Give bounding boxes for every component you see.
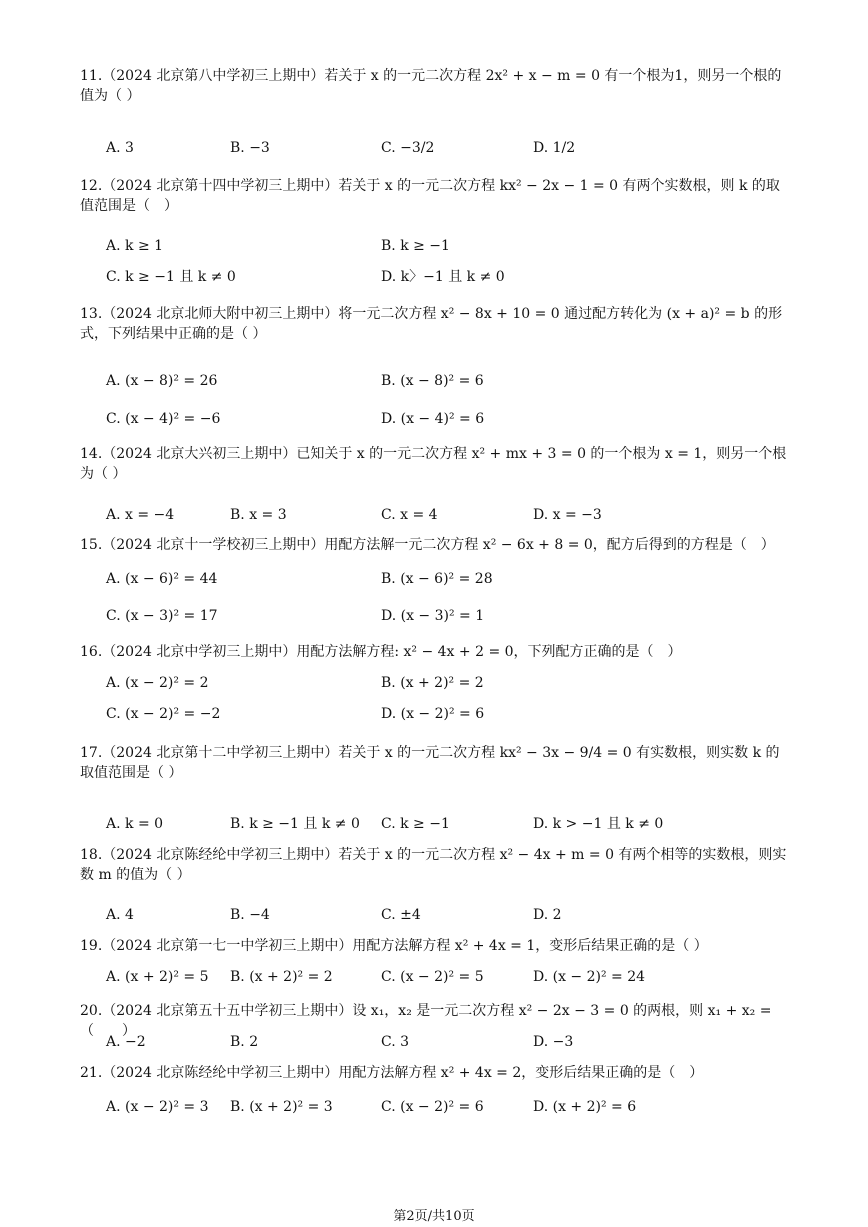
question-19 — [80, 936, 792, 956]
option-d: D. k > −1 且 k ≠ 0 — [533, 816, 664, 832]
option-d: D. 1/2 — [533, 140, 576, 156]
option-c: C. (x − 4)² = −6 — [106, 411, 221, 427]
option-c: C. k ≥ −1 且 k ≠ 0 — [106, 269, 236, 285]
option-d: D. −3 — [533, 1034, 574, 1050]
question-13 — [80, 304, 792, 344]
option-c: C. 3 — [381, 1034, 410, 1050]
question-21 — [80, 1063, 792, 1083]
question-stem: 19.（2024 北京第一七一中学初三上期中）用配方法解方程 x² + 4x = 1，变形后结果正确的是（ ） — [80, 938, 708, 954]
question-stem: 17.（2024 北京第十二中学初三上期中）若关于 x 的一元二次方程 kx² − 3x − 9/4 = 0 有实数根，则实数 k 的取值范围是（ ） — [80, 745, 780, 781]
question-14 — [80, 444, 792, 484]
option-d: D. (x + 2)² = 6 — [533, 1099, 637, 1115]
option-a: A. (x + 2)² = 5 — [106, 969, 209, 985]
option-d: D. 2 — [533, 907, 562, 923]
option-c: C. (x − 2)² = 6 — [381, 1099, 484, 1115]
option-a: A. (x − 6)² = 44 — [106, 571, 218, 587]
question-stem: 11.（2024 北京第八中学初三上期中）若关于 x 的一元二次方程 2x² + x − m = 0 有一个根为1，则另一个根的值为（ ） — [80, 68, 782, 104]
question-stem: 18.（2024 北京陈经纶中学初三上期中）若关于 x 的一元二次方程 x² − 4x + m = 0 有两个相等的实数根，则实数 m 的值为（ ） — [80, 847, 787, 883]
page-number-footer: 第2页/共10页 — [393, 1209, 475, 1224]
option-b: B. (x − 6)² = 28 — [381, 571, 493, 587]
question-15 — [80, 535, 792, 555]
option-c: C. ±4 — [381, 907, 421, 923]
question-stem: 21.（2024 北京陈经纶中学初三上期中）用配方法解方程 x² + 4x = 2，变形后结果正确的是（ ） — [80, 1065, 704, 1081]
question-stem: 12.（2024 北京第十四中学初三上期中）若关于 x 的一元二次方程 kx² − 2x − 1 = 0 有两个实数根，则 k 的取值范围是（ ） — [80, 178, 780, 214]
option-b: B. (x + 2)² = 3 — [230, 1099, 333, 1115]
question-12 — [80, 176, 792, 216]
option-d: D. (x − 2)² = 24 — [533, 969, 646, 985]
option-a: A. (x − 8)² = 26 — [106, 373, 218, 389]
option-a: A. 3 — [106, 140, 134, 156]
option-d: D. (x − 3)² = 1 — [381, 608, 485, 624]
option-d: D. x = −3 — [533, 507, 602, 523]
option-a: A. k ≥ 1 — [106, 238, 164, 254]
question-18 — [80, 845, 792, 885]
option-b: B. (x + 2)² = 2 — [381, 675, 484, 691]
question-stem: 20.（2024 北京第五十五中学初三上期中）设 x₁，x₂ 是一元二次方程 x² − 2x − 3 = 0 的两根，则 x₁ + x₂ =（ ） — [80, 1003, 772, 1039]
question-20 — [80, 1001, 792, 1041]
option-d: D. (x − 2)² = 6 — [381, 706, 485, 722]
option-b: B. (x − 8)² = 6 — [381, 373, 484, 389]
question-stem: 16.（2024 北京中学初三上期中）用配方法解方程: x² − 4x + 2 = 0，下列配方正确的是（ ） — [80, 644, 682, 660]
question-stem: 14.（2024 北京大兴初三上期中）已知关于 x 的一元二次方程 x² + mx + 3 = 0 的一个根为 x = 1，则另一个根为（ ） — [80, 446, 787, 482]
option-c: C. (x − 3)² = 17 — [106, 608, 218, 624]
option-c: C. k ≥ −1 — [381, 816, 450, 832]
option-a: A. 4 — [106, 907, 134, 923]
option-b: B. −3 — [230, 140, 270, 156]
option-a: A. x = −4 — [106, 507, 175, 523]
option-a: A. (x − 2)² = 3 — [106, 1099, 209, 1115]
option-b: B. −4 — [230, 907, 270, 923]
option-c: C. x = 4 — [381, 507, 438, 523]
option-b: B. 2 — [230, 1034, 259, 1050]
option-b: B. k ≥ −1 且 k ≠ 0 — [230, 816, 360, 832]
option-a: A. −2 — [106, 1034, 146, 1050]
question-16 — [80, 642, 792, 662]
option-d: D. k〉−1 且 k ≠ 0 — [381, 269, 505, 285]
option-d: D. (x − 4)² = 6 — [381, 411, 485, 427]
option-b: B. (x + 2)² = 2 — [230, 969, 333, 985]
question-17 — [80, 743, 792, 783]
option-c: C. (x − 2)² = 5 — [381, 969, 484, 985]
question-stem: 15.（2024 北京十一学校初三上期中）用配方法解一元二次方程 x² − 6x + 8 = 0，配方后得到的方程是（ ） — [80, 537, 775, 553]
question-11 — [80, 66, 792, 106]
option-b: B. x = 3 — [230, 507, 287, 523]
option-a: A. (x − 2)² = 2 — [106, 675, 209, 691]
option-c: C. (x − 2)² = −2 — [106, 706, 221, 722]
option-a: A. k = 0 — [106, 816, 164, 832]
question-stem: 13.（2024 北京北师大附中初三上期中）将一元二次方程 x² − 8x + 10 = 0 通过配方转化为 (x + a)² = b 的形式，下列结果中正确的是（ ） — [80, 306, 783, 342]
option-b: B. k ≥ −1 — [381, 238, 450, 254]
option-c: C. −3/2 — [381, 140, 435, 156]
